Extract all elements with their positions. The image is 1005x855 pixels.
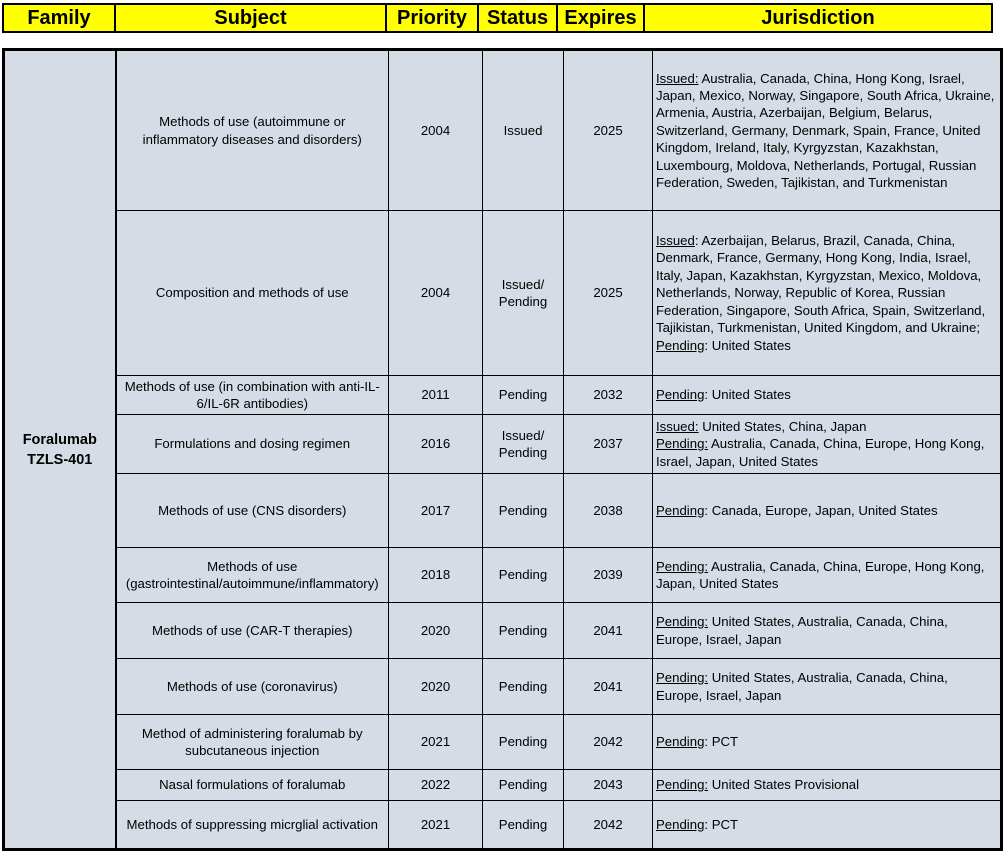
- priority-cell: 2004: [389, 50, 483, 211]
- priority-cell: 2021: [389, 801, 483, 850]
- jurisdiction-status-label: Pending:: [656, 436, 709, 452]
- jurisdiction-status-label: Issued:: [656, 70, 699, 86]
- jurisdiction-status-label: Pending: [656, 734, 705, 750]
- expires-cell: 2025: [564, 50, 653, 211]
- jurisdiction-cell: [653, 770, 1002, 801]
- jurisdiction-cell: [653, 548, 1002, 603]
- expires-cell: 2038: [564, 474, 653, 548]
- priority-cell: 2017: [389, 474, 483, 548]
- jurisdiction-status-label: Pending:: [656, 670, 709, 686]
- jurisdiction-countries: United States, Australia, Canada, China, Europe, Israel, Japan: [656, 614, 948, 647]
- patent-table: [2, 48, 1003, 851]
- jurisdiction-status-label: Pending: [656, 502, 705, 518]
- jurisdiction-cell: [653, 659, 1002, 715]
- status-cell: Pending: [483, 376, 564, 415]
- jurisdiction-cell: [653, 715, 1002, 770]
- header-priority: Priority: [386, 4, 478, 32]
- subject-cell: Methods of use (CNS disorders): [116, 474, 389, 548]
- priority-cell: 2020: [389, 603, 483, 659]
- subject-cell: Methods of use (autoimmune or inflammatory diseases and disorders): [116, 50, 389, 211]
- status-cell: Issued: [483, 50, 564, 211]
- header-bar: [2, 3, 993, 33]
- status-cell: Pending: [483, 659, 564, 715]
- header-expires: Expires: [557, 4, 644, 32]
- jurisdiction-status-label: Issued:: [656, 418, 699, 434]
- subject-cell: Methods of use (CAR-T therapies): [116, 603, 389, 659]
- family-name: Foralumab: [22, 431, 97, 448]
- jurisdiction-countries: United States, China, Japan: [698, 418, 867, 434]
- status-cell: Pending: [483, 548, 564, 603]
- jurisdiction-countries: Australia, Canada, China, Europe, Hong Kong, Japan, United States: [656, 558, 985, 591]
- jurisdiction-status-label: Pending: [656, 337, 705, 353]
- subject-cell: Method of administering foralumab by subcutaneous injection: [116, 715, 389, 770]
- jurisdiction-cell: [653, 50, 1002, 211]
- jurisdiction-cell: [653, 603, 1002, 659]
- jurisdiction-status-label: Pending:: [656, 614, 709, 630]
- jurisdiction-cell: [653, 376, 1002, 415]
- jurisdiction-countries: : United States: [704, 337, 791, 353]
- jurisdiction-status-label: Pending: [656, 816, 705, 832]
- priority-cell: 2011: [389, 376, 483, 415]
- jurisdiction-countries: : PCT: [704, 734, 739, 750]
- priority-cell: 2022: [389, 770, 483, 801]
- status-cell: Pending: [483, 770, 564, 801]
- table-row: [4, 770, 1002, 801]
- status-cell: Issued/ Pending: [483, 211, 564, 376]
- header-status: Status: [478, 4, 557, 32]
- expires-cell: 2042: [564, 801, 653, 850]
- jurisdiction-countries: Australia, Canada, China, Europe, Hong Kong, Israel, Japan, United States: [656, 436, 985, 469]
- priority-cell: 2004: [389, 211, 483, 376]
- jurisdiction-status-label: Pending:: [656, 777, 709, 793]
- table-row: [4, 415, 1002, 474]
- jurisdiction-status-label: Pending: [656, 387, 705, 403]
- table-row: [4, 548, 1002, 603]
- priority-cell: 2018: [389, 548, 483, 603]
- jurisdiction-countries: : Canada, Europe, Japan, United States: [704, 502, 938, 518]
- table-row: [4, 659, 1002, 715]
- table-row: [4, 50, 1002, 211]
- subject-cell: Composition and methods of use: [116, 211, 389, 376]
- priority-cell: 2020: [389, 659, 483, 715]
- subject-cell: Methods of use (in combination with anti-IL-6/IL-6R antibodies): [116, 376, 389, 415]
- table-row: [4, 211, 1002, 376]
- expires-cell: 2041: [564, 659, 653, 715]
- subject-cell: Methods of use (gastrointestinal/autoimmune/inflammatory): [116, 548, 389, 603]
- subject-cell: Methods of suppressing micrglial activation: [116, 801, 389, 850]
- jurisdiction-countries: Australia, Canada, China, Hong Kong, Israel, Japan, Mexico, Norway, Singapore, South Africa, Ukraine, Armenia, Austria, Azerbaijan, Belgium, Belarus, Switzerland, Germany, Denmark, Spain, France, United Kingdom, Ireland, Italy, Kyrgyzstan, Kazakhstan, Luxembourg, Moldova, Netherlands, Portugal, Russian Federation, Sweden, Tajikistan, and Turkmenistan: [656, 70, 995, 191]
- expires-cell: 2042: [564, 715, 653, 770]
- table-row: [4, 715, 1002, 770]
- jurisdiction-cell: [653, 211, 1002, 376]
- table-row: [4, 603, 1002, 659]
- priority-cell: 2016: [389, 415, 483, 474]
- status-cell: Pending: [483, 801, 564, 850]
- table-row: [4, 474, 1002, 548]
- jurisdiction-countries: United States Provisional: [708, 777, 860, 793]
- status-cell: Issued/ Pending: [483, 415, 564, 474]
- family-cell: [4, 50, 116, 850]
- subject-cell: Methods of use (coronavirus): [116, 659, 389, 715]
- expires-cell: 2025: [564, 211, 653, 376]
- expires-cell: 2041: [564, 603, 653, 659]
- expires-cell: 2037: [564, 415, 653, 474]
- expires-cell: 2043: [564, 770, 653, 801]
- jurisdiction-cell: [653, 801, 1002, 850]
- status-cell: Pending: [483, 603, 564, 659]
- header-jurisdiction: Jurisdiction: [644, 4, 992, 32]
- table-row: [4, 801, 1002, 850]
- family-code: TZLS-401: [27, 451, 93, 468]
- status-cell: Pending: [483, 474, 564, 548]
- expires-cell: 2039: [564, 548, 653, 603]
- jurisdiction-status-label: Pending:: [656, 558, 709, 574]
- status-cell: Pending: [483, 715, 564, 770]
- jurisdiction-cell: [653, 474, 1002, 548]
- jurisdiction-countries: : PCT: [704, 816, 739, 832]
- priority-cell: 2021: [389, 715, 483, 770]
- jurisdiction-countries: : United States: [704, 387, 791, 403]
- header-family: Family: [3, 4, 115, 32]
- subject-cell: Nasal formulations of foralumab: [116, 770, 389, 801]
- jurisdiction-cell: [653, 415, 1002, 474]
- jurisdiction-countries: : Azerbaijan, Belarus, Brazil, Canada, China, Denmark, France, Germany, Hong Kong, India, Israel, Italy, Japan, Kazakhstan, Kyrgyzstan, Mexico, Moldova, Netherlands, Norway, Republic of Korea, Russian Federation, Singapore, South Africa, Spain, Switzerland, Tajikistan, Turkmenistan, United Kingdom, and Ukraine;: [656, 233, 986, 336]
- header-subject: Subject: [115, 4, 386, 32]
- expires-cell: 2032: [564, 376, 653, 415]
- jurisdiction-countries: United States, Australia, Canada, China, Europe, Israel, Japan: [656, 670, 948, 703]
- subject-cell: Formulations and dosing regimen: [116, 415, 389, 474]
- table-row: [4, 376, 1002, 415]
- jurisdiction-status-label: Issued: [656, 233, 695, 249]
